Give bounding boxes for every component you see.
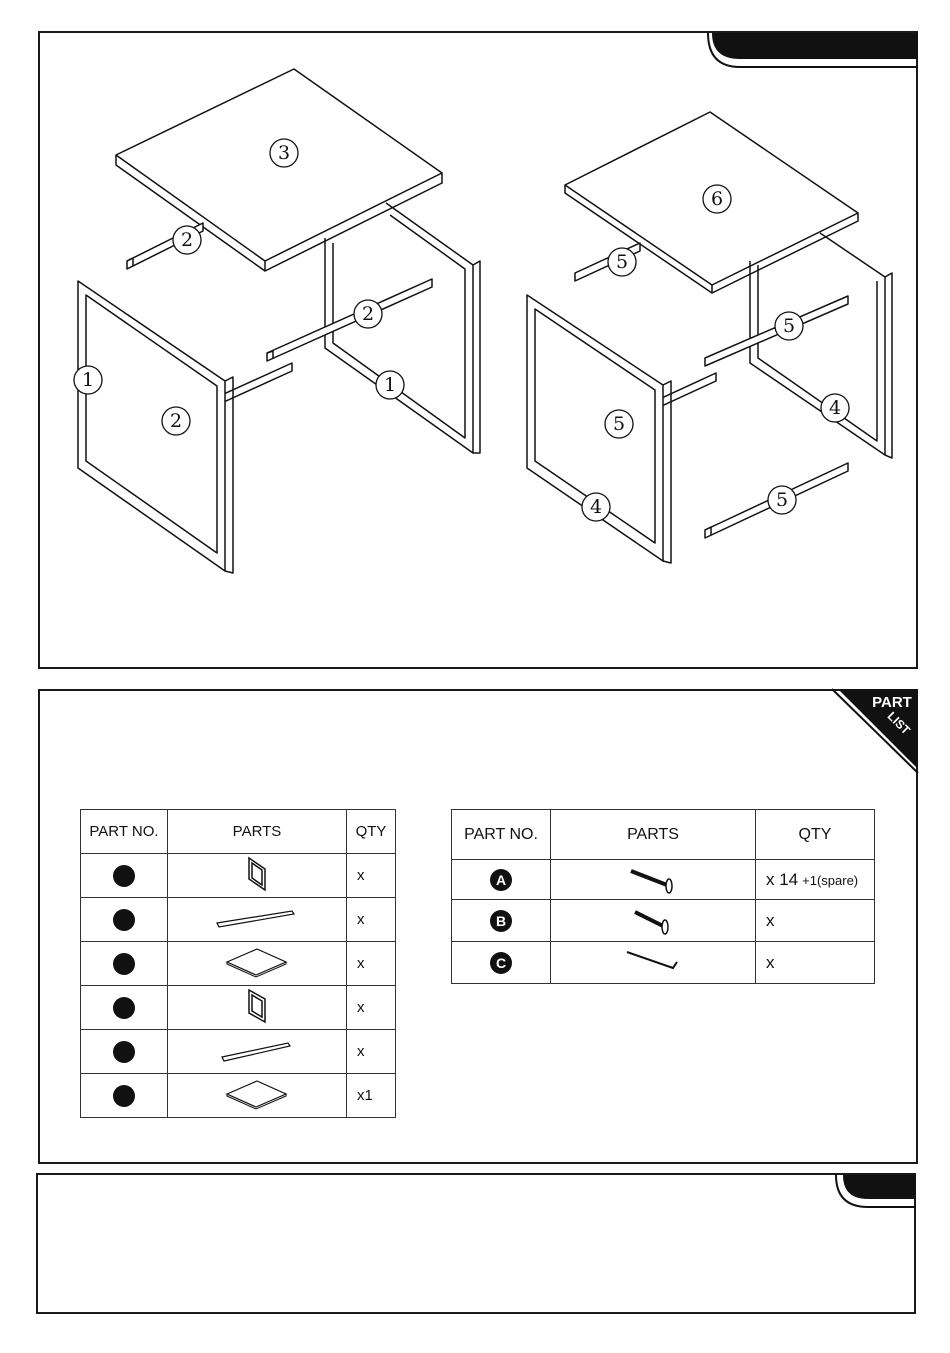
rail-2-middle xyxy=(267,279,432,361)
svg-text:4: 4 xyxy=(828,397,842,419)
assembly-diagram-panel xyxy=(38,31,918,669)
callout-5-loose xyxy=(768,486,796,514)
part-list-tab-line1: PART xyxy=(872,694,912,711)
row-qty: x1 xyxy=(347,1074,396,1118)
row-qty: x xyxy=(347,942,396,986)
part-number-dot xyxy=(113,1085,135,1107)
svg-text:2: 2 xyxy=(361,303,375,325)
hardware-parts-table xyxy=(451,809,875,984)
row-qty: x xyxy=(756,942,875,984)
side-frame-1-front xyxy=(78,281,233,573)
hardware-letter: B xyxy=(490,910,512,932)
long-bolt-icon xyxy=(623,863,683,893)
row-qty: x xyxy=(756,900,875,942)
table-row xyxy=(81,986,396,1030)
header-part-no: PART NO. xyxy=(452,810,551,860)
table-row xyxy=(81,898,396,942)
svg-text:5: 5 xyxy=(615,251,629,273)
table-top-3 xyxy=(116,69,442,271)
svg-text:5: 5 xyxy=(782,315,796,337)
short-bolt-icon xyxy=(623,904,683,934)
panel-board-icon xyxy=(222,945,292,979)
callout-5-top xyxy=(608,248,636,276)
table-row xyxy=(452,860,875,900)
header-tab xyxy=(712,33,918,59)
callout-6 xyxy=(703,185,731,213)
svg-text:4: 4 xyxy=(589,496,603,518)
table-row xyxy=(452,900,875,942)
header-parts: PARTS xyxy=(168,810,347,854)
row-qty: x xyxy=(347,986,396,1030)
part-number-dot xyxy=(113,909,135,931)
part-number-dot xyxy=(113,865,135,887)
table-row xyxy=(452,942,875,984)
panel-parts-table xyxy=(80,809,396,1118)
part-number-dot xyxy=(113,997,135,1019)
part-number-dot xyxy=(113,953,135,975)
spare-note: +1(spare) xyxy=(802,872,859,888)
callout-4-front xyxy=(582,493,610,521)
svg-text:5: 5 xyxy=(612,413,626,435)
callout-2-middle xyxy=(354,300,382,328)
svg-text:1: 1 xyxy=(81,369,95,391)
table-row xyxy=(81,942,396,986)
exploded-view-drawing xyxy=(40,33,920,671)
row-qty: x 14 xyxy=(766,869,799,889)
svg-text:1: 1 xyxy=(383,374,397,396)
callout-2-front xyxy=(162,407,190,435)
callout-5-front xyxy=(605,410,633,438)
side-frame-4-back xyxy=(750,233,892,458)
header-qty: QTY xyxy=(347,810,396,854)
side-frame-1-back xyxy=(325,203,480,453)
part-list-panel xyxy=(38,689,918,1164)
svg-text:2: 2 xyxy=(169,410,183,432)
table-row xyxy=(81,1074,396,1118)
side-frame-4-front xyxy=(527,295,671,563)
row-qty: x xyxy=(347,854,396,898)
hardware-letter: A xyxy=(490,869,512,891)
svg-text:5: 5 xyxy=(775,489,789,511)
header-part-no: PART NO. xyxy=(81,810,168,854)
row-qty: x xyxy=(347,898,396,942)
header-qty: QTY xyxy=(756,810,875,860)
rail-icon xyxy=(212,903,302,933)
square-frame-small-icon xyxy=(237,987,277,1025)
bottom-header-tab xyxy=(38,1175,918,1316)
table-row xyxy=(81,1030,396,1074)
svg-text:6: 6 xyxy=(710,188,724,210)
callout-4-back xyxy=(821,394,849,422)
callout-2-top xyxy=(173,226,201,254)
row-qty: x xyxy=(347,1030,396,1074)
panel-board-icon xyxy=(222,1077,292,1111)
bottom-panel xyxy=(36,1173,916,1314)
table-row xyxy=(81,854,396,898)
part-list-tab-line2: LIST xyxy=(884,709,913,738)
allen-key-icon xyxy=(623,946,683,976)
callout-5-middle xyxy=(775,312,803,340)
part-number-dot xyxy=(113,1041,135,1063)
callout-1-right xyxy=(376,371,404,399)
callout-3 xyxy=(270,139,298,167)
svg-text:3: 3 xyxy=(277,142,291,164)
callout-1-left xyxy=(74,366,102,394)
square-frame-icon xyxy=(237,855,277,893)
svg-text:2: 2 xyxy=(180,229,194,251)
hardware-letter: C xyxy=(490,952,512,974)
rail-icon xyxy=(212,1035,302,1065)
header-parts: PARTS xyxy=(551,810,756,860)
